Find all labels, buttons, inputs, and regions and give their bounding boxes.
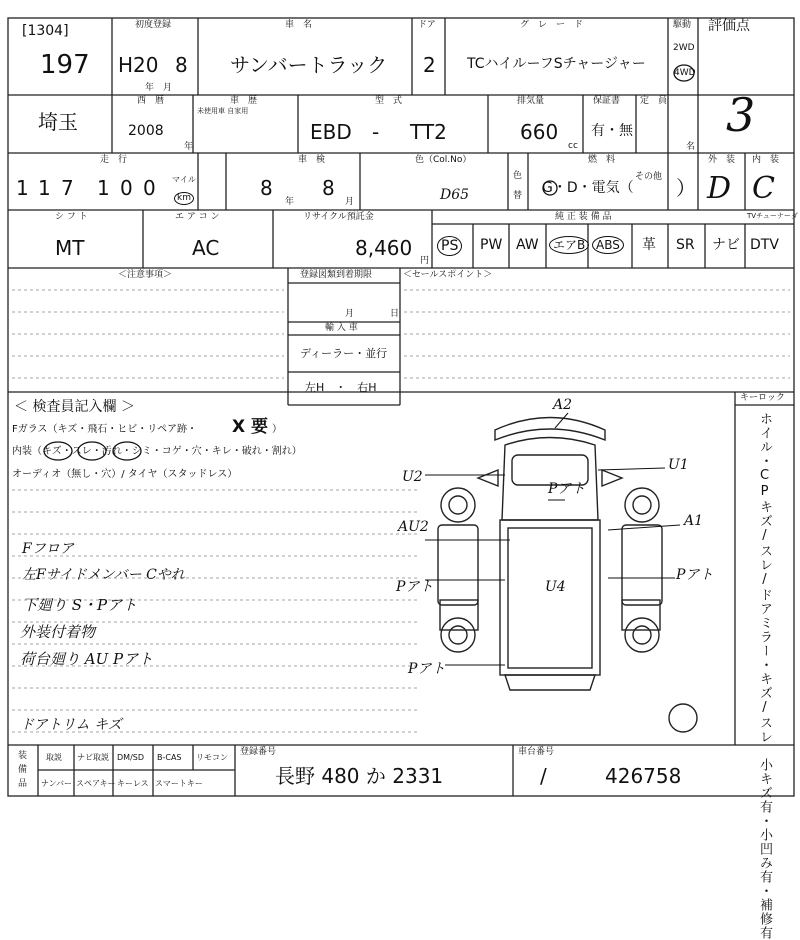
prefecture: 埼玉: [38, 110, 78, 134]
reg-ym-suffix: 年 月: [145, 83, 173, 93]
year-suffix: 年: [184, 142, 194, 152]
notes-label: ＜注意事項＞: [118, 270, 173, 280]
recycle-yen: 円: [420, 256, 430, 266]
lot-prefix: [1304]: [22, 23, 69, 39]
opt-number: ナンバー: [41, 779, 73, 788]
interior-grade: C: [752, 171, 775, 206]
warranty-label: 保証書: [593, 96, 621, 106]
tuner-label: TVチューナーダ: [747, 212, 798, 220]
equip-aw: AW: [516, 237, 539, 253]
score-value: 3: [726, 88, 756, 142]
model-a: EBD: [310, 120, 352, 144]
drive-4wd: 4WD: [674, 68, 696, 78]
fuel-value: G・D・電気（: [542, 180, 634, 196]
mileage-d2: 1: [38, 176, 51, 200]
mileage-unit-mile: マイル: [172, 175, 196, 184]
warranty-value: 有・無: [591, 123, 633, 139]
equip-sr: SR: [676, 237, 695, 253]
mark-u2: U2: [402, 469, 423, 485]
mileage-d5: 0: [120, 176, 133, 200]
equip-label: 純 正 装 備 品: [555, 212, 612, 222]
opt-remote: リモコン: [196, 753, 228, 762]
inspect-month-suffix: 月: [345, 197, 355, 207]
sales-point-label: ＜セールスポイント＞: [403, 270, 493, 280]
f-glass-repair: X 要: [232, 417, 269, 437]
capacity-unit: 名: [686, 142, 696, 152]
damage-legend: ホイル・CPキズ/スレ/ドアミラー・キズ/スレ 小キズ有・小凹み有・補修有: [757, 412, 772, 940]
mileage-d1: 1: [16, 176, 29, 200]
f-glass-line: Fガラス（キズ・飛石・ヒビ・リペア跡・: [12, 424, 198, 435]
mileage-unit-km: km: [174, 192, 194, 205]
exterior-label: 外 装: [708, 155, 736, 165]
disp-label: 排気量: [517, 96, 545, 106]
inspect-year: 8: [260, 176, 273, 200]
hand-note-3: 下廻り S・Pアト: [22, 596, 138, 614]
vehicle-diagram: [438, 418, 697, 733]
drive-2wd: 2WD: [673, 43, 695, 53]
import-label: 輸 入 車: [325, 323, 358, 333]
reg-month: 8: [175, 53, 188, 77]
color-change-b: 替: [513, 191, 523, 201]
equip-airbag: エアB: [549, 236, 589, 254]
year-label: 西 暦: [137, 96, 165, 106]
plate-value: 長野 480 か 2331: [275, 764, 444, 788]
model-dash: -: [372, 120, 380, 144]
mark-pato-4: Pアト: [408, 661, 446, 677]
equip-navi: ナビ: [712, 237, 740, 253]
year-value: 2008: [128, 123, 164, 139]
doors-value: 2: [423, 53, 436, 77]
mark-u1: U1: [668, 457, 689, 473]
model-b: TT2: [410, 120, 447, 144]
hand-note-4: 外装付着物: [20, 623, 96, 641]
hand-note-5: 荷台廻り AU Pアト: [20, 650, 154, 668]
equip-dtv: DTV: [750, 237, 779, 253]
plate-label: 登録番号: [240, 747, 277, 757]
audio-line: オーディオ（無し・穴）/ タイヤ（スタッドレス）: [12, 469, 238, 480]
mileage-label: 走 行: [100, 155, 128, 165]
shift-label: シ フ ト: [55, 212, 88, 222]
footer-side-b: 備: [18, 765, 28, 775]
opt-bcas: B-CAS: [157, 753, 182, 762]
fuel-other: その他: [635, 172, 663, 182]
opt-navi-manual: ナビ取説: [77, 753, 109, 762]
shift-value: MT: [55, 236, 85, 260]
inspect-label: 車 検: [298, 155, 326, 165]
hand-note-2: 左Fサイドメンバー Cやれ: [22, 567, 185, 583]
recycle-value: 8,460: [355, 236, 413, 260]
mark-pato-1: Pアト: [548, 481, 586, 497]
import-value: ディーラー・並行: [300, 347, 388, 360]
color-change-a: 色: [513, 171, 523, 181]
car-label: 車 名: [285, 20, 313, 30]
recycle-label: リサイクル預託金: [303, 212, 374, 222]
reg-year: H20: [118, 53, 159, 77]
equip-pw: PW: [480, 237, 503, 253]
exterior-grade: D: [707, 171, 732, 206]
f-glass-close: ）: [272, 424, 282, 435]
doors-label: ドア: [418, 20, 436, 30]
reg-deadline-label: 登録図類到着期限: [300, 270, 373, 280]
hand-note-1: Fフロア: [22, 541, 74, 557]
grade-value: TCハイルーフSチャージャー: [467, 56, 646, 72]
mileage-d4: 1: [97, 176, 110, 200]
model-label: 型 式: [375, 96, 403, 106]
capacity-label: 定 員: [640, 96, 668, 106]
inspect-year-suffix: 年: [285, 197, 295, 207]
inspector-title: ＜ 検査員記入欄 ＞: [14, 399, 135, 415]
opt-smart-key: スマートキー: [155, 779, 203, 788]
lot-number: 197: [40, 50, 90, 80]
chassis-value: 426758: [605, 764, 682, 788]
mileage-d3: 7: [61, 176, 74, 200]
interior-line: 内装（キズ・スレ・汚れ・シミ・コゲ・穴・キレ・破れ・割れ）: [12, 446, 302, 457]
equip-leather: 革: [642, 237, 656, 253]
cc-unit: cc: [568, 141, 578, 151]
equip-ps: PS: [437, 236, 462, 256]
chassis-label: 車台番号: [518, 747, 555, 757]
mark-u4: U4: [545, 579, 566, 595]
mark-au2: AU2: [398, 519, 429, 535]
mark-pato-3: Pアト: [676, 567, 714, 583]
mileage-d6: 0: [143, 176, 156, 200]
opt-keyless: キーレス: [117, 779, 149, 788]
steering-value: 左H ・ 右H: [305, 381, 377, 394]
score-label: 評価点: [708, 18, 750, 34]
interior-label: 内 装: [752, 155, 780, 165]
color-value: D65: [440, 187, 470, 203]
keylock-label: キーロック: [740, 393, 785, 403]
door-trim-note: ドアトリム キズ: [20, 717, 122, 733]
grade-label: グ レ ー ド: [520, 20, 584, 30]
chassis-dash: /: [540, 764, 547, 788]
opt-dm-sd: DM/SD: [117, 753, 144, 762]
opt-manual: 取説: [46, 753, 62, 762]
history-note: 未使用車 自家用: [197, 107, 249, 115]
mark-a1: A1: [684, 513, 704, 529]
footer-side-c: 品: [18, 779, 28, 789]
color-label: 色（Col.No）: [415, 155, 472, 165]
reg-label: 初度登録: [135, 20, 172, 30]
fuel-close: ）: [676, 176, 696, 200]
deadline-month: 月: [345, 309, 355, 319]
deadline-day: 日: [390, 309, 400, 319]
inspect-month: 8: [322, 176, 335, 200]
fuel-label: 燃 料: [588, 155, 616, 165]
opt-spare-key: スペアキー: [76, 779, 116, 788]
history-label: 車 歴: [230, 96, 258, 106]
ac-value: AC: [192, 236, 220, 260]
disp-value: 660: [520, 120, 559, 144]
footer-side-a: 装: [18, 751, 28, 761]
equip-abs: ABS: [592, 236, 624, 254]
mark-pato-2: Pアト: [396, 579, 434, 595]
ac-label: エ ア コ ン: [175, 212, 220, 222]
drive-label: 駆動: [673, 20, 692, 30]
mark-a2: A2: [553, 397, 573, 413]
car-name: サンバートラック: [230, 53, 388, 77]
